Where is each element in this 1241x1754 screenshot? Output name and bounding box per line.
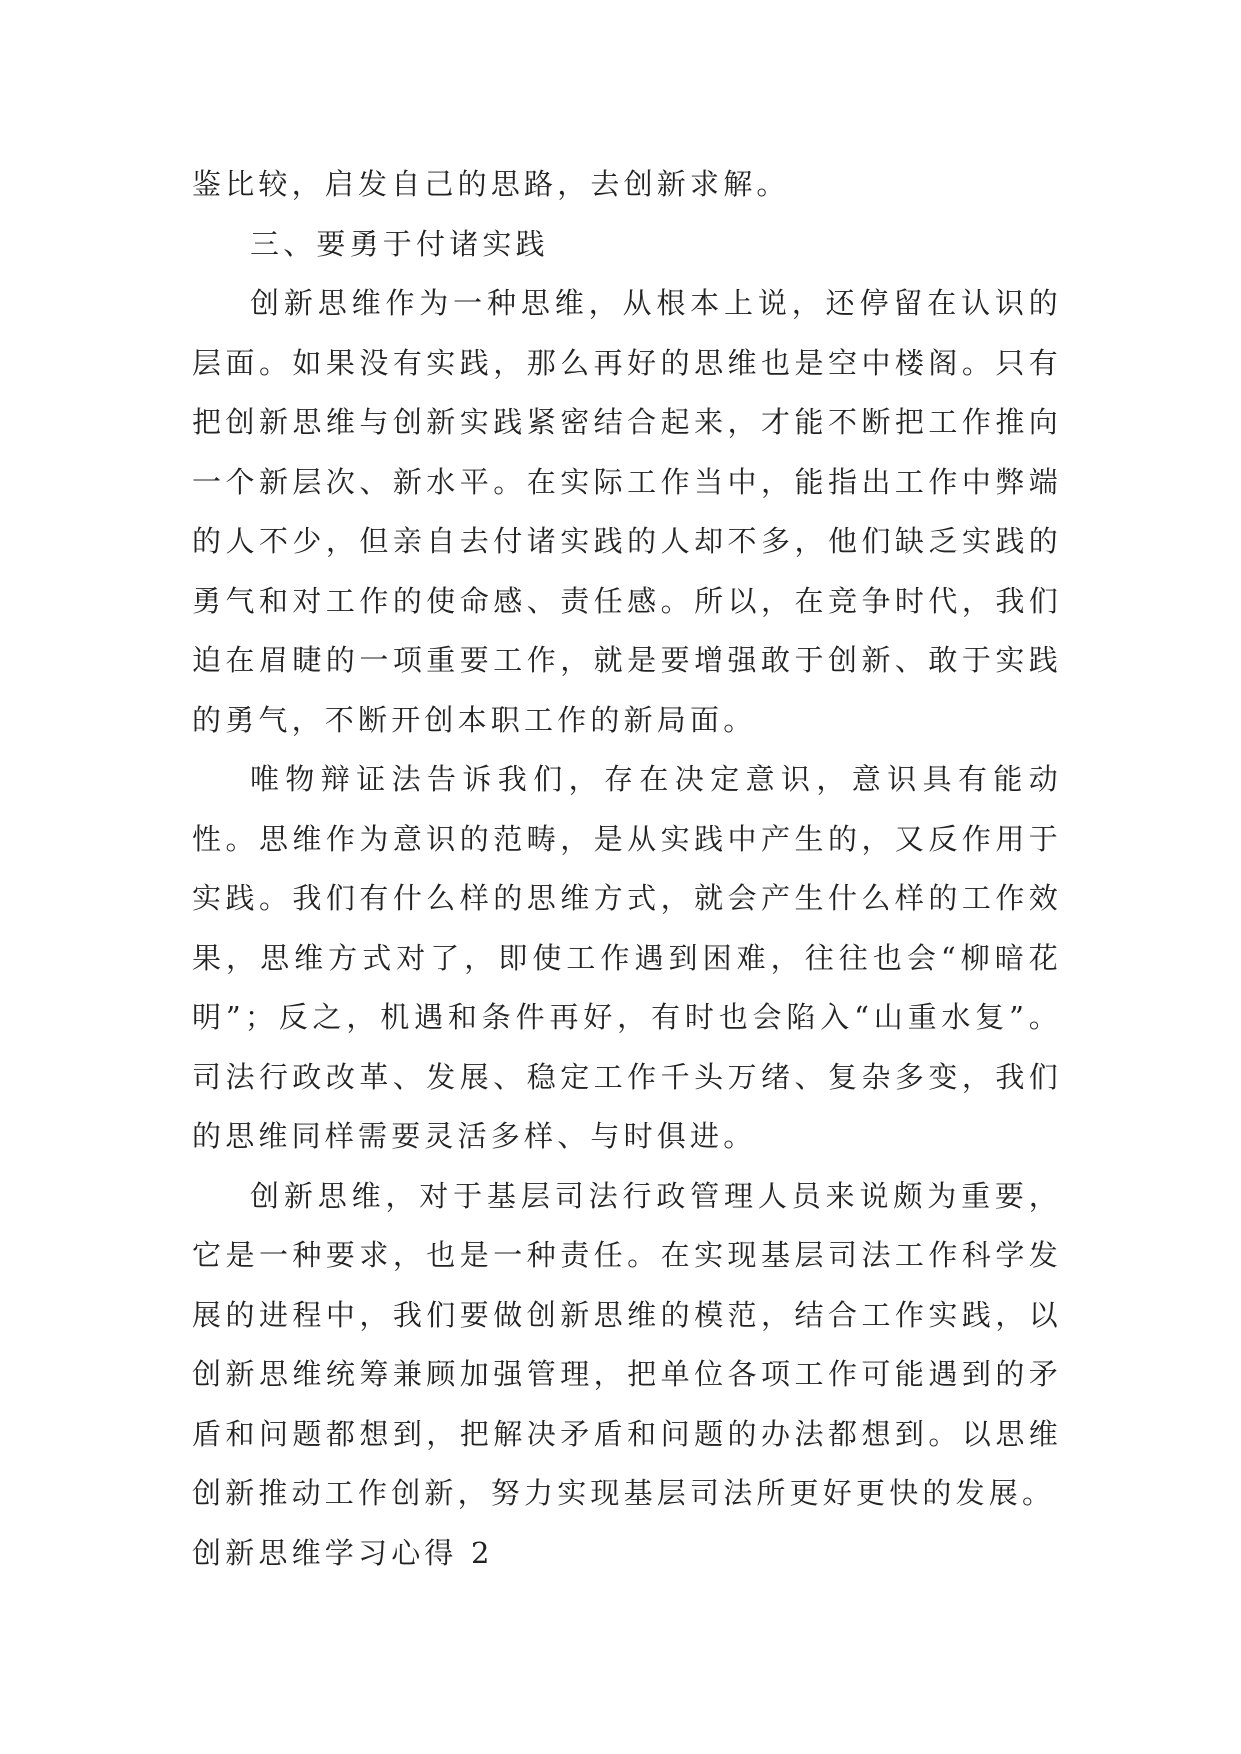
section-heading: 三、要勇于付诸实践 (250, 226, 549, 261)
paragraph: 创新思维，对于基层司法行政管理人员来说颇为重要，它是一种要求，也是一种责任。在实现基层司法工作科学发展的进程中，我们要做创新思维的模范，结合工作实践，以创新思维统筹兼顾加强管理，把单位各项工作可能遇到的矛盾和问题都想到，把解决矛盾和问题的办法都想到。以思维创新推动工作创新，努力实现基层司法所更好更快的发展。 (192, 1178, 1062, 1510)
document-body (192, 155, 1062, 1583)
paragraph: 唯物辩证法告诉我们，存在决定意识，意识具有能动性。思维作为意识的范畴，是从实践中产生的，又反作用于实践。我们有什么样的思维方式，就会产生什么样的工作效果，思维方式对了，即使工作遇到困难，往往也会“柳暗花明”；反之，机遇和条件再好，有时也会陷入“山重水复”。司法行政改革、发展、稳定工作千头万绪、复杂多变，我们的思维同样需要灵活多样、与时俱进。 (192, 762, 1062, 1153)
paragraph: 创新思维作为一种思维，从根本上说，还停留在认识的层面。如果没有实践，那么再好的思维也是空中楼阁。只有把创新思维与创新实践紧密结合起来，才能不断把工作推向一个新层次、新水平。在实际工作当中，能指出工作中弊端的人不少，但亲自去付诸实践的人却不多，他们缺乏实践的勇气和对工作的使命感、责任感。所以，在竞争时代，我们迫在眉睫的一项重要工作，就是要增强敢于创新、敢于实践的勇气，不断开创本职工作的新局面。 (192, 286, 1062, 737)
next-section-title: 创新思维学习心得 2 (192, 1535, 494, 1570)
paragraph-continuation: 鉴比较，启发自己的思路，去创新求解。 (192, 167, 790, 201)
